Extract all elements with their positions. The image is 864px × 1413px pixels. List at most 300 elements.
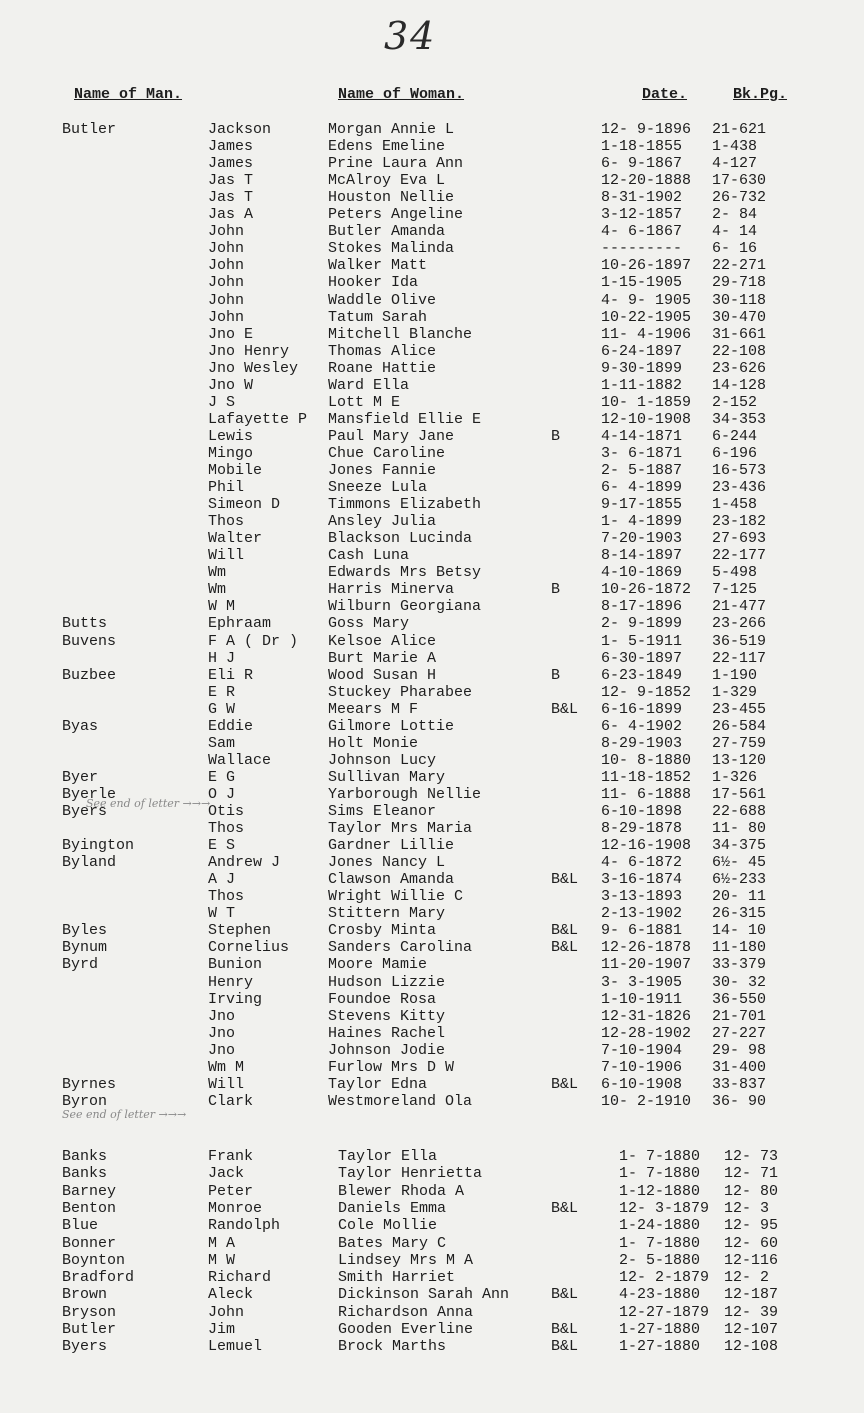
- marriage-date: 1-11-1882: [601, 376, 683, 394]
- book-page: 12- 95: [724, 1217, 779, 1235]
- marriage-date: 12-16-1908: [601, 837, 692, 855]
- marriage-date: 8-29-1903: [601, 734, 683, 752]
- record-row: [0, 445, 864, 462]
- marriage-date: 1-27-1880: [619, 1338, 701, 1356]
- woman-name: Kelsoe Alice: [328, 632, 437, 650]
- man-surname: Byas: [62, 717, 99, 735]
- marriage-date: 1-18-1855: [601, 138, 683, 156]
- record-row: [0, 223, 864, 240]
- record-row: [0, 513, 864, 530]
- page-number: 34: [384, 14, 437, 58]
- marriage-date: 1-27-1880: [619, 1321, 701, 1338]
- marriage-date: 11- 4-1906: [601, 325, 692, 343]
- book-page: 31-400: [712, 1058, 767, 1076]
- record-row: [0, 1076, 864, 1093]
- man-given-name: Frank: [208, 1148, 254, 1165]
- marriage-date: 12- 3-1879: [619, 1199, 710, 1217]
- record-row: [0, 939, 864, 956]
- record-row: [0, 974, 864, 991]
- record-row: [0, 1165, 864, 1182]
- man-given-name: Irving: [208, 990, 263, 1008]
- woman-name: Blewer Rhoda A: [338, 1182, 465, 1200]
- marriage-date: 12- 2-1879: [619, 1269, 710, 1287]
- woman-name: Chue Caroline: [328, 444, 446, 462]
- book-page: 12- 3: [724, 1199, 770, 1217]
- woman-name: Harris Minerva: [328, 581, 455, 599]
- marriage-date: 3- 6-1871: [601, 444, 683, 462]
- record-row: [0, 155, 864, 172]
- book-page: 27-227: [712, 1024, 767, 1042]
- man-given-name: Henry: [208, 973, 254, 991]
- book-page: 13-120: [712, 751, 767, 769]
- man-given-name: John: [208, 257, 245, 275]
- marriage-date: 9-17-1855: [601, 496, 683, 514]
- record-row: [0, 411, 864, 428]
- man-given-name: Wm: [208, 564, 227, 582]
- record-row: [0, 667, 864, 684]
- man-given-name: Clark: [208, 1092, 254, 1110]
- man-given-name: Jas T: [208, 189, 254, 207]
- record-row: [0, 240, 864, 257]
- woman-name: Gardner Lillie: [328, 837, 455, 855]
- woman-name: Brock Marths: [338, 1338, 447, 1356]
- man-given-name: Lewis: [208, 427, 254, 445]
- woman-name: Smith Harriet: [338, 1269, 456, 1287]
- marriage-date: 2-13-1902: [601, 905, 683, 923]
- marriage-date: 6- 4-1902: [601, 717, 683, 735]
- woman-name: McAlroy Eva L: [328, 172, 446, 190]
- woman-name: Bates Mary C: [338, 1234, 447, 1252]
- book-page: 23-436: [712, 479, 767, 497]
- man-given-name: John: [208, 308, 245, 326]
- woman-name: Sims Eleanor: [328, 803, 437, 820]
- marriage-date: 3-12-1857: [601, 206, 683, 224]
- woman-name: Morgan Annie L: [328, 121, 455, 138]
- woman-name: Wilburn Georgiana: [328, 598, 482, 616]
- marriage-date: 10- 2-1910: [601, 1092, 692, 1110]
- man-given-name: Jno Wesley: [208, 359, 299, 377]
- record-row: [0, 257, 864, 274]
- man-given-name: M A: [208, 1234, 236, 1252]
- marriage-date: 1- 7-1880: [619, 1165, 701, 1183]
- woman-name: Edens Emeline: [328, 138, 446, 156]
- book-page: 23-455: [712, 700, 767, 718]
- race-mark: B&L: [551, 1321, 579, 1338]
- record-row: [0, 309, 864, 326]
- marriage-date: 1- 7-1880: [619, 1234, 701, 1252]
- book-page: 12- 2: [724, 1269, 770, 1287]
- man-surname: Buvens: [62, 632, 117, 650]
- record-row: [0, 956, 864, 973]
- marriage-date: ---------: [601, 240, 683, 258]
- race-mark: B&L: [551, 1338, 579, 1356]
- book-page: 4-127: [712, 155, 758, 173]
- woman-name: Stokes Malinda: [328, 240, 455, 258]
- woman-name: Richardson Anna: [338, 1303, 474, 1321]
- book-page: 22-117: [712, 649, 767, 667]
- book-page: 22-688: [712, 803, 767, 820]
- marriage-date: 10-26-1872: [601, 581, 692, 599]
- marriage-date: 10- 8-1880: [601, 751, 692, 769]
- record-row: [0, 633, 864, 650]
- book-page: 2-152: [712, 393, 758, 411]
- man-given-name: Bunion: [208, 956, 263, 974]
- book-page: 11- 80: [712, 820, 767, 838]
- book-page: 7-125: [712, 581, 758, 599]
- marriage-date: 12- 9-1852: [601, 683, 692, 701]
- book-page: 12- 71: [724, 1165, 779, 1183]
- book-page: 6-244: [712, 427, 758, 445]
- record-row: [0, 1148, 864, 1165]
- marriage-date: 3-13-1893: [601, 888, 683, 906]
- man-given-name: John: [208, 274, 245, 292]
- record-row: [0, 189, 864, 206]
- woman-name: Clawson Amanda: [328, 871, 455, 889]
- man-given-name: Jno W: [208, 376, 254, 394]
- woman-name: Foundoe Rosa: [328, 990, 437, 1008]
- man-given-name: Richard: [208, 1269, 272, 1287]
- man-given-name: Phil: [208, 479, 245, 497]
- woman-name: Daniels Emma: [338, 1199, 447, 1217]
- marriage-date: 4-10-1869: [601, 564, 683, 582]
- book-page: 6½- 45: [712, 854, 767, 872]
- woman-name: Lindsey Mrs M A: [338, 1251, 474, 1269]
- marriage-date: 10- 1-1859: [601, 393, 692, 411]
- book-page: 33-837: [712, 1075, 767, 1093]
- book-page: 12- 73: [724, 1148, 779, 1165]
- man-given-name: Lemuel: [208, 1338, 263, 1356]
- book-page: 34-375: [712, 837, 767, 855]
- book-page: 12-108: [724, 1338, 779, 1356]
- marriage-date: 12-28-1902: [601, 1024, 692, 1042]
- woman-name: Goss Mary: [328, 615, 410, 633]
- record-row: [0, 752, 864, 769]
- woman-name: Houston Nellie: [328, 189, 455, 207]
- book-page: 30-470: [712, 308, 767, 326]
- man-given-name: Andrew J: [208, 854, 281, 872]
- record-row: [0, 1286, 864, 1303]
- marriage-date: 4- 6-1872: [601, 854, 683, 872]
- book-page: 22-108: [712, 342, 767, 360]
- record-row: [0, 718, 864, 735]
- man-surname: Buzbee: [62, 666, 117, 684]
- marriage-date: 1- 5-1911: [601, 632, 683, 650]
- man-given-name: James: [208, 155, 254, 173]
- race-mark: B: [551, 581, 561, 599]
- woman-name: Paul Mary Jane: [328, 427, 455, 445]
- man-surname: Butler: [62, 121, 117, 138]
- man-given-name: Jas T: [208, 172, 254, 190]
- book-page: 2- 84: [712, 206, 758, 224]
- margin-note: See end of letter →→→: [62, 1108, 187, 1121]
- marriage-date: 2- 5-1887: [601, 462, 683, 479]
- marriage-date: 8-14-1897: [601, 547, 683, 565]
- record-row: [0, 1235, 864, 1252]
- man-given-name: Cornelius: [208, 939, 290, 957]
- man-given-name: Mobile: [208, 462, 263, 479]
- header-woman: Name of Woman.: [338, 86, 465, 103]
- man-given-name: G W: [208, 700, 236, 718]
- book-page: 14-128: [712, 376, 767, 394]
- woman-name: Gooden Everline: [338, 1321, 474, 1338]
- record-row: [0, 1042, 864, 1059]
- man-surname: Byron: [62, 1092, 108, 1110]
- record-row: [0, 991, 864, 1008]
- marriage-date: 12-20-1888: [601, 172, 692, 190]
- woman-name: Stuckey Pharabee: [328, 683, 473, 701]
- man-given-name: Thos: [208, 820, 245, 838]
- header-date: Date.: [642, 86, 688, 103]
- man-given-name: Otis: [208, 803, 245, 820]
- record-row: [0, 1338, 864, 1355]
- woman-name: Hudson Lizzie: [328, 973, 446, 991]
- marriage-date: 12-10-1908: [601, 410, 692, 428]
- woman-name: Gilmore Lottie: [328, 717, 455, 735]
- marriage-date: 3- 3-1905: [601, 973, 683, 991]
- marriage-date: 6-23-1849: [601, 666, 683, 684]
- marriage-date: 8-29-1878: [601, 820, 683, 838]
- woman-name: Sanders Carolina: [328, 939, 473, 957]
- man-given-name: John: [208, 223, 245, 241]
- man-given-name: Jackson: [208, 121, 272, 138]
- man-surname: Bonner: [62, 1234, 117, 1252]
- marriage-date: 6-10-1898: [601, 803, 683, 820]
- man-given-name: J S: [208, 393, 236, 411]
- woman-name: Johnson Jodie: [328, 1041, 446, 1059]
- book-page: 21-701: [712, 1007, 767, 1025]
- record-row: [0, 1183, 864, 1200]
- marriage-date: 12-27-1879: [619, 1303, 710, 1321]
- man-given-name: Walter: [208, 530, 263, 548]
- woman-name: Roane Hattie: [328, 359, 437, 377]
- man-given-name: Stephen: [208, 922, 272, 940]
- man-given-name: Aleck: [208, 1286, 254, 1304]
- man-surname: Benton: [62, 1199, 117, 1217]
- book-page: 36-550: [712, 990, 767, 1008]
- man-surname: Barney: [62, 1182, 117, 1200]
- record-row: [0, 121, 864, 138]
- book-page: 12- 39: [724, 1303, 779, 1321]
- man-given-name: John: [208, 1303, 245, 1321]
- man-surname: Byington: [62, 837, 135, 855]
- woman-name: Taylor Henrietta: [338, 1165, 483, 1183]
- woman-name: Furlow Mrs D W: [328, 1058, 455, 1076]
- record-row: [0, 735, 864, 752]
- record-row: [0, 326, 864, 343]
- book-page: 31-661: [712, 325, 767, 343]
- book-page: 21-621: [712, 121, 767, 138]
- woman-name: Haines Rachel: [328, 1024, 446, 1042]
- marriage-date: 3-16-1874: [601, 871, 683, 889]
- man-surname: Byrnes: [62, 1075, 117, 1093]
- book-page: 12-187: [724, 1286, 779, 1304]
- marriage-date: 10-22-1905: [601, 308, 692, 326]
- book-page: 20- 11: [712, 888, 767, 906]
- man-surname: Byers: [62, 1338, 108, 1356]
- record-row: [0, 206, 864, 223]
- book-page: 23-266: [712, 615, 767, 633]
- man-surname: Byerle: [62, 785, 117, 803]
- woman-name: Peters Angeline: [328, 206, 464, 224]
- man-given-name: Jas A: [208, 206, 254, 224]
- man-given-name: Eli R: [208, 666, 254, 684]
- record-row: [0, 769, 864, 786]
- man-given-name: James: [208, 138, 254, 156]
- marriage-date: 4- 9- 1905: [601, 291, 692, 309]
- record-row: [0, 650, 864, 667]
- record-row: [0, 598, 864, 615]
- book-page: 5-498: [712, 564, 758, 582]
- man-surname: Bryson: [62, 1303, 117, 1321]
- woman-name: Thomas Alice: [328, 342, 437, 360]
- record-row: [0, 1200, 864, 1217]
- woman-name: Prine Laura Ann: [328, 155, 464, 173]
- man-given-name: Thos: [208, 888, 245, 906]
- woman-name: Taylor Ella: [338, 1148, 438, 1165]
- man-surname: Boynton: [62, 1251, 126, 1269]
- man-given-name: John: [208, 291, 245, 309]
- woman-name: Cash Luna: [328, 547, 410, 565]
- record-row: [0, 701, 864, 718]
- race-mark: B&L: [551, 922, 579, 940]
- book-page: 6½-233: [712, 871, 767, 889]
- record-row: [0, 394, 864, 411]
- man-surname: Bynum: [62, 939, 108, 957]
- marriage-date: 1-24-1880: [619, 1217, 701, 1235]
- marriage-date: 7-10-1904: [601, 1041, 683, 1059]
- marriage-date: 11-20-1907: [601, 956, 692, 974]
- book-page: 26-315: [712, 905, 767, 923]
- woman-name: Sullivan Mary: [328, 768, 446, 786]
- marriage-date: 2- 9-1899: [601, 615, 683, 633]
- book-page: 4- 14: [712, 223, 758, 241]
- man-surname: Bradford: [62, 1269, 135, 1287]
- record-row: [0, 905, 864, 922]
- marriage-date: 10-26-1897: [601, 257, 692, 275]
- man-given-name: E R: [208, 683, 236, 701]
- man-given-name: O J: [208, 785, 236, 803]
- man-surname: Byers: [62, 803, 108, 820]
- book-page: 16-573: [712, 462, 767, 479]
- man-given-name: Jno Henry: [208, 342, 290, 360]
- marriage-date: 9-30-1899: [601, 359, 683, 377]
- woman-name: Stevens Kitty: [328, 1007, 446, 1025]
- marriage-date: 4-14-1871: [601, 427, 683, 445]
- book-page: 27-693: [712, 530, 767, 548]
- woman-name: Yarborough Nellie: [328, 785, 482, 803]
- book-page: 23-182: [712, 513, 767, 531]
- woman-name: Johnson Lucy: [328, 751, 437, 769]
- record-row: [0, 343, 864, 360]
- woman-name: Jones Nancy L: [328, 854, 446, 872]
- man-surname: Brown: [62, 1286, 108, 1304]
- man-given-name: W T: [208, 905, 236, 923]
- woman-name: Jones Fannie: [328, 462, 437, 479]
- record-row: [0, 172, 864, 189]
- race-mark: B&L: [551, 1199, 579, 1217]
- record-row: [0, 871, 864, 888]
- woman-name: Stittern Mary: [328, 905, 446, 923]
- marriage-date: 1- 4-1899: [601, 513, 683, 531]
- record-row: [0, 615, 864, 632]
- woman-name: Taylor Edna: [328, 1075, 428, 1093]
- book-page: 1-458: [712, 496, 758, 514]
- record-row: [0, 1217, 864, 1234]
- marriage-date: 7-20-1903: [601, 530, 683, 548]
- record-row: [0, 292, 864, 309]
- record-row: [0, 1008, 864, 1025]
- woman-name: Walker Matt: [328, 257, 428, 275]
- record-row: [0, 462, 864, 479]
- record-row: [0, 1304, 864, 1321]
- man-given-name: Sam: [208, 734, 236, 752]
- record-row: [0, 888, 864, 905]
- man-given-name: John: [208, 240, 245, 258]
- man-given-name: Will: [208, 1075, 245, 1093]
- record-row: [0, 1321, 864, 1338]
- woman-name: Sneeze Lula: [328, 479, 428, 497]
- man-given-name: Jim: [208, 1321, 236, 1338]
- record-row: [0, 138, 864, 155]
- record-row: [0, 479, 864, 496]
- man-surname: Byland: [62, 854, 117, 872]
- woman-name: Tatum Sarah: [328, 308, 428, 326]
- man-given-name: Peter: [208, 1182, 254, 1200]
- book-page: 1-190: [712, 666, 758, 684]
- man-given-name: Thos: [208, 513, 245, 531]
- record-row: [0, 1025, 864, 1042]
- record-row: [0, 1269, 864, 1286]
- race-mark: B: [551, 427, 561, 445]
- race-mark: B&L: [551, 700, 579, 718]
- man-given-name: Mingo: [208, 444, 254, 462]
- man-surname: Byer: [62, 768, 99, 786]
- man-given-name: Simeon D: [208, 496, 281, 514]
- man-surname: Banks: [62, 1165, 108, 1183]
- man-surname: Blue: [62, 1217, 99, 1235]
- woman-name: Blackson Lucinda: [328, 530, 473, 548]
- man-given-name: Randolph: [208, 1217, 281, 1235]
- woman-name: Edwards Mrs Betsy: [328, 564, 482, 582]
- marriage-date: 8-17-1896: [601, 598, 683, 616]
- woman-name: Lott M E: [328, 393, 401, 411]
- marriage-date: 6-30-1897: [601, 649, 683, 667]
- marriage-date: 6-10-1908: [601, 1075, 683, 1093]
- woman-name: Wood Susan H: [328, 666, 437, 684]
- book-page: 12-116: [724, 1251, 779, 1269]
- book-page: 22-271: [712, 257, 767, 275]
- woman-name: Moore Mamie: [328, 956, 428, 974]
- marriage-date: 11- 6-1888: [601, 785, 692, 803]
- man-surname: Banks: [62, 1148, 108, 1165]
- woman-name: Ansley Julia: [328, 513, 437, 531]
- book-page: 29- 98: [712, 1041, 767, 1059]
- book-page: 30-118: [712, 291, 767, 309]
- header-man: Name of Man.: [74, 86, 183, 103]
- book-page: 11-180: [712, 939, 767, 957]
- book-page: 36- 90: [712, 1092, 767, 1110]
- book-page: 1-329: [712, 683, 758, 701]
- man-surname: Byles: [62, 922, 108, 940]
- man-given-name: Wm: [208, 581, 227, 599]
- man-surname: Butts: [62, 615, 108, 633]
- book-page: 29-718: [712, 274, 767, 292]
- book-page: 17-561: [712, 785, 767, 803]
- man-given-name: Jno: [208, 1024, 236, 1042]
- man-given-name: Lafayette P: [208, 410, 308, 428]
- marriage-date: 6- 9-1867: [601, 155, 683, 173]
- book-page: 34-353: [712, 410, 767, 428]
